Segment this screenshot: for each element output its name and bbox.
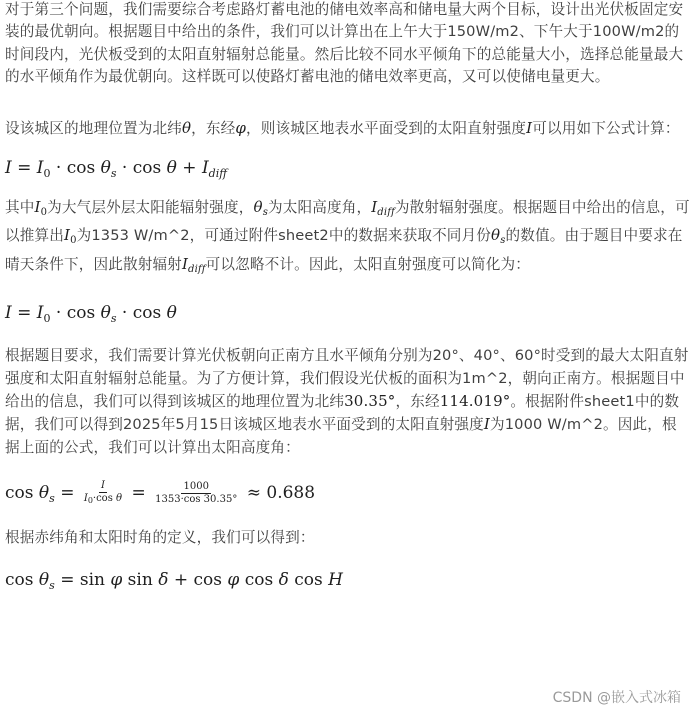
- p4-text-a: 根据题目要求，我们需要计算光伏板朝向正南方且水平倾角分别为20°、40°、60°时受到的最大太阳直射强度和太阳直射辐射总能量。为了方便计算，我们假设光伏板的面积为1m^2，朝向正南方。根据题目中给出的信息，我们可以得到该城区的地理位置为北纬: [5, 347, 689, 411]
- p3-text-g: 可以忽略不计。因此，太阳直射强度可以简化为：: [205, 255, 530, 273]
- math-I0: $I_0$: [34, 198, 48, 219]
- equation-1: $I = I_0 \cdot \cos \theta_s \cdot \cos \theta + I_{diff}$: [5, 158, 228, 181]
- math-Idiff-b: $I_{diff}$: [181, 254, 206, 275]
- approx-value: 0.688: [266, 483, 316, 504]
- paragraph-4: [5, 345, 691, 459]
- math-longitude: 114.019°: [439, 392, 511, 411]
- p4-text-d: 为1000 W/m^2。因此，根据上面的公式，我们可以计算出太阳高度角：: [5, 416, 677, 456]
- math-I0-b: $I_0$: [63, 226, 77, 247]
- equation-4: $\cos \theta_s = \sin \varphi$ sin δ + cos φ cos δ cos H: [5, 569, 343, 592]
- csdn-watermark: CSDN @嵌入式冰箱: [552, 690, 681, 706]
- math-latitude: 30.35°: [344, 392, 396, 411]
- math-I-c: I: [483, 415, 490, 434]
- math-theta-s-b: $\theta_s$: [491, 226, 506, 247]
- paragraph-1: 对于第三个问题，我们需要综合考虑路灯蓄电池的储电效率高和储电量大两个目标，设计出光伏板固定安装的最优朝向。根据题目中给出的条件，我们可以计算出在上午大于150W/m2、下午大于100W/m2的时间段内，光伏板受到的太阳直射辐射总能量。然后比较不同水平倾角下的总能量大小，选择总能量最大的水平倾角作为最优朝向。这样既可以使路灯蓄电池的储电效率更高，又可以使储电量更大。: [5, 1, 684, 86]
- equation-2: $I = I_0 \cdot \cos \theta_s \cdot \cos \theta$: [5, 303, 177, 326]
- p3-text-c: 为太阳高度角，: [268, 199, 372, 217]
- fraction-2: $\frac{1000}{1353\cdot\cos 30.35^\circ}$: [155, 481, 238, 506]
- paragraph-3: [5, 196, 691, 281]
- p3-text-e: 为1353 W/m^2，可通过附件sheet2中的数据来获取不同月份: [76, 227, 492, 245]
- fraction-1: $\frac{I}{I_0\cdot\cos \theta}$: [83, 480, 123, 506]
- math-I: I: [526, 118, 533, 137]
- p4-text-c: 。根据附件sheet1中的数据，我们可以得到2025年5月15日该城区地表水平面受到的太阳直射强度: [5, 393, 680, 434]
- p2-text-d: 可以用如下公式计算：: [532, 119, 680, 137]
- p3-text-a: 其中: [5, 199, 35, 217]
- math-phi: φ: [235, 118, 247, 137]
- p2-text-a: 设该城区的地理位置为北纬: [5, 119, 182, 137]
- paragraph-5: 根据赤纬角和太阳时角的定义，我们可以得到：: [5, 529, 315, 547]
- p3-text-d: 为散射辐射强度。根据题目中给出的信息，可以推算出: [5, 199, 690, 245]
- p3-text-f: 的数值。由于题目中要求在晴天条件下，因此散射辐射: [5, 227, 683, 273]
- math-theta-s: $\theta_s$: [253, 198, 268, 219]
- equation-3: $\cos \theta_s$ = $\frac{I}{I_0\cdot\cos \theta}$ = $\frac{1000}{1353\cdot\cos 30.35^\circ}$ ≈ 0.688: [5, 480, 316, 506]
- p2-text-c: ，则该城区地表水平面受到的太阳直射强度: [246, 119, 527, 137]
- p4-text-b: ，东经: [395, 393, 440, 411]
- math-theta: θ: [181, 118, 192, 137]
- paragraph-2: [5, 117, 691, 140]
- article-body: [5, 0, 691, 598]
- math-Idiff: $I_{diff}$: [371, 198, 395, 219]
- p3-text-b: 为大气层外层太阳能辐射强度，: [47, 199, 254, 217]
- p2-text-b: ，东经: [191, 119, 236, 137]
